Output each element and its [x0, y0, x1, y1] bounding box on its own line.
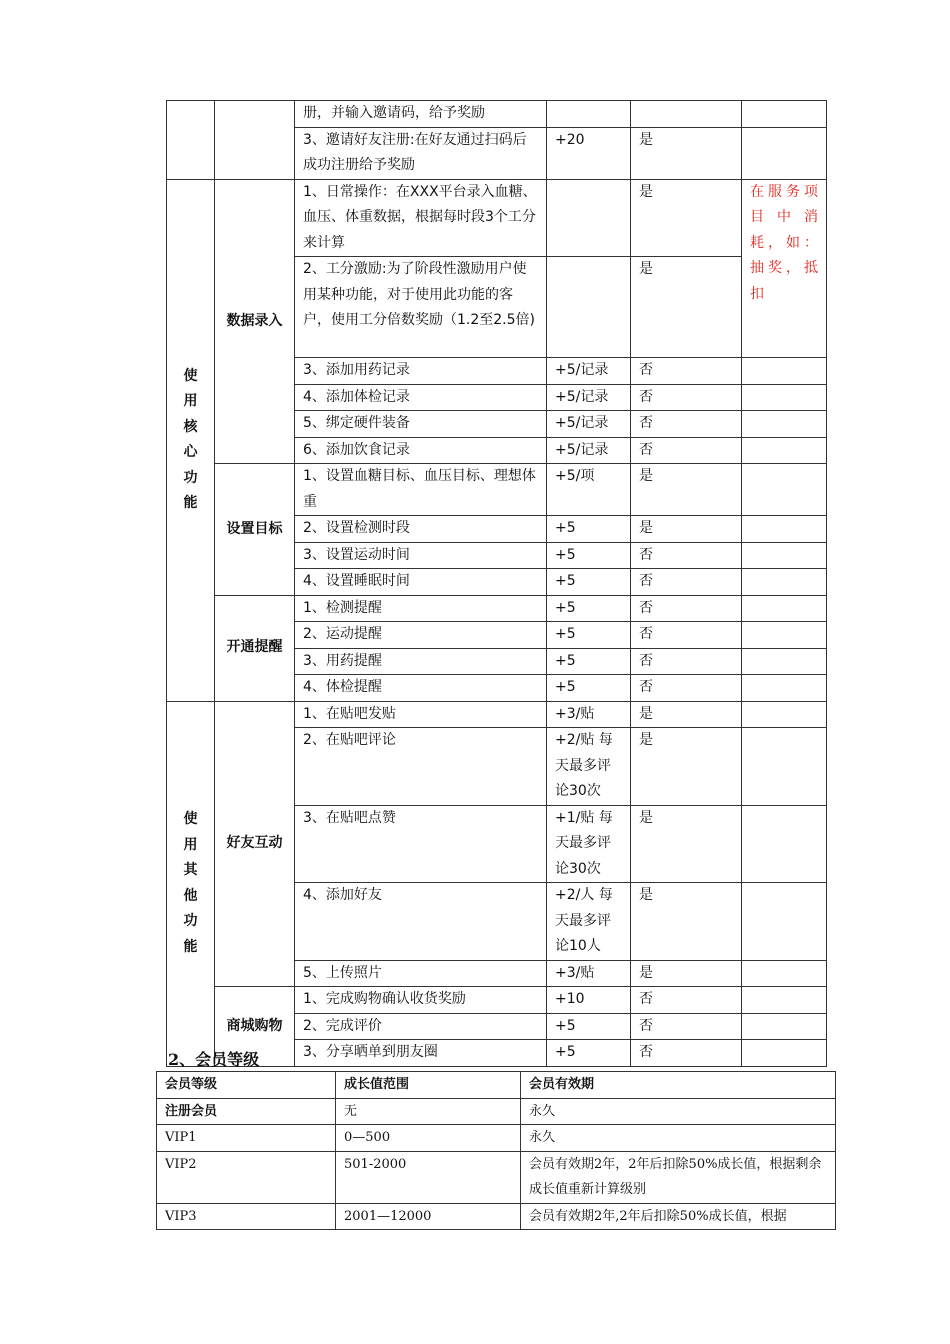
item-points: +2/贴 每天最多评论30次 — [547, 728, 631, 806]
item-points: +5 — [547, 542, 631, 569]
item-points: +5 — [547, 1013, 631, 1040]
item-points: +5/记录 — [547, 437, 631, 464]
item-daily: 是 — [631, 257, 742, 358]
item-use — [742, 542, 827, 569]
item-daily: 否 — [631, 569, 742, 596]
item-use — [742, 384, 827, 411]
item-use — [742, 1040, 827, 1067]
item-desc: 3、分享晒单到朋友圈 — [295, 1040, 547, 1067]
cell-range: 2001—12000 — [336, 1203, 521, 1230]
cell-level: VIP1 — [157, 1125, 336, 1152]
item-daily: 是 — [631, 805, 742, 883]
item-desc: 1、完成购物确认收货奖励 — [295, 987, 547, 1014]
subgroup-cell: 商城购物 — [215, 987, 295, 1067]
subgroup-cell: 设置目标 — [215, 464, 295, 596]
item-daily: 是 — [631, 701, 742, 728]
item-points: +5 — [547, 569, 631, 596]
item-points: +5 — [547, 595, 631, 622]
member-level-table — [156, 1071, 836, 1230]
item-daily: 否 — [631, 987, 742, 1014]
item-desc: 3、在贴吧点赞 — [295, 805, 547, 883]
cell-range: 501-2000 — [336, 1151, 521, 1203]
table-row — [167, 179, 827, 257]
item-use — [742, 960, 827, 987]
item-daily: 是 — [631, 464, 742, 516]
item-desc: 2、运动提醒 — [295, 622, 547, 649]
cell-validity: 会员有效期2年，2年后扣除50%成长值，根据剩余成长值重新计算级别 — [521, 1151, 836, 1203]
item-desc: 3、用药提醒 — [295, 648, 547, 675]
item-use — [742, 622, 827, 649]
item-desc: 4、体检提醒 — [295, 675, 547, 702]
item-points: +20 — [547, 127, 631, 179]
item-daily: 否 — [631, 384, 742, 411]
cell-validity: 会员有效期2年,2年后扣除50%成长值，根据 — [521, 1203, 836, 1230]
table-row — [167, 987, 827, 1014]
column-header: 成长值范围 — [336, 1072, 521, 1099]
item-daily: 否 — [631, 437, 742, 464]
category-cell — [167, 101, 215, 180]
column-header: 会员等级 — [157, 1072, 336, 1099]
item-use — [742, 437, 827, 464]
item-desc: 3、设置运动时间 — [295, 542, 547, 569]
item-points: +5 — [547, 675, 631, 702]
item-daily: 否 — [631, 411, 742, 438]
item-use — [742, 516, 827, 543]
item-points: +10 — [547, 987, 631, 1014]
item-points: +3/贴 — [547, 960, 631, 987]
item-points — [547, 257, 631, 358]
item-daily: 否 — [631, 358, 742, 385]
item-desc: 6、添加饮食记录 — [295, 437, 547, 464]
item-daily: 是 — [631, 179, 742, 257]
item-desc: 1、设置血糖目标、血压目标、理想体重 — [295, 464, 547, 516]
item-use — [742, 358, 827, 385]
cell-validity: 永久 — [521, 1125, 836, 1152]
item-daily: 否 — [631, 675, 742, 702]
item-points: +5/记录 — [547, 384, 631, 411]
item-daily: 否 — [631, 1013, 742, 1040]
item-daily: 否 — [631, 595, 742, 622]
table-row — [157, 1203, 836, 1230]
item-daily: 是 — [631, 883, 742, 961]
cell-level: VIP3 — [157, 1203, 336, 1230]
item-points: +5 — [547, 648, 631, 675]
item-desc: 1、检测提醒 — [295, 595, 547, 622]
item-daily: 是 — [631, 127, 742, 179]
item-use — [742, 569, 827, 596]
subgroup-cell — [215, 101, 295, 180]
category-cell: 使用核心功能 — [167, 179, 215, 701]
item-desc: 册，并输入邀请码，给予奖励 — [295, 101, 547, 128]
item-desc: 2、完成评价 — [295, 1013, 547, 1040]
item-points: +2/人 每天最多评论10人 — [547, 883, 631, 961]
item-desc: 3、邀请好友注册:在好友通过扫码后成功注册给予奖励 — [295, 127, 547, 179]
item-desc: 2、工分激励:为了阶段性激励用户使用某种功能，对于使用此功能的客户，使用工分倍数奖励（1.2至2.5倍) — [295, 257, 547, 358]
item-daily: 是 — [631, 960, 742, 987]
cell-range: 0—500 — [336, 1125, 521, 1152]
item-desc: 4、设置睡眠时间 — [295, 569, 547, 596]
item-use — [742, 701, 827, 728]
section-title: 2、会员等级 — [168, 1050, 260, 1069]
item-daily: 是 — [631, 516, 742, 543]
cell-validity: 永久 — [521, 1098, 836, 1125]
cell-range: 无 — [336, 1098, 521, 1125]
item-points — [547, 101, 631, 128]
item-points: +5 — [547, 516, 631, 543]
item-points: +5 — [547, 622, 631, 649]
item-daily: 否 — [631, 542, 742, 569]
use-note: 在服务项目中消耗，如：抽奖，抵扣 — [742, 179, 827, 358]
item-desc: 5、上传照片 — [295, 960, 547, 987]
category-cell: 使用其他功能 — [167, 701, 215, 1066]
item-use — [742, 595, 827, 622]
item-use — [742, 1013, 827, 1040]
header-row — [157, 1072, 836, 1099]
item-daily — [631, 101, 742, 128]
table-row — [167, 595, 827, 622]
item-use — [742, 883, 827, 961]
item-points: +5/记录 — [547, 358, 631, 385]
item-desc: 4、添加体检记录 — [295, 384, 547, 411]
item-use — [742, 728, 827, 806]
item-daily: 否 — [631, 1040, 742, 1067]
item-desc: 2、设置检测时段 — [295, 516, 547, 543]
item-use — [742, 411, 827, 438]
item-desc: 5、绑定硬件装备 — [295, 411, 547, 438]
item-desc: 4、添加好友 — [295, 883, 547, 961]
table-row — [157, 1151, 836, 1203]
item-points: +5 — [547, 1040, 631, 1067]
subgroup-cell: 好友互动 — [215, 701, 295, 987]
table-row — [167, 101, 827, 128]
table-row — [157, 1125, 836, 1152]
item-use — [742, 127, 827, 179]
item-desc: 1、在贴吧发贴 — [295, 701, 547, 728]
item-desc: 2、在贴吧评论 — [295, 728, 547, 806]
item-use — [742, 648, 827, 675]
table-row — [157, 1098, 836, 1125]
item-points: +3/贴 — [547, 701, 631, 728]
column-header: 会员有效期 — [521, 1072, 836, 1099]
table-row — [167, 464, 827, 516]
cell-level: VIP2 — [157, 1151, 336, 1203]
points-rules-table — [166, 100, 827, 1067]
item-use — [742, 675, 827, 702]
item-points: +5/记录 — [547, 411, 631, 438]
table-row — [167, 701, 827, 728]
item-daily: 是 — [631, 728, 742, 806]
subgroup-cell: 数据录入 — [215, 179, 295, 464]
subgroup-cell: 开通提醒 — [215, 595, 295, 701]
item-points — [547, 179, 631, 257]
item-daily: 否 — [631, 622, 742, 649]
item-use — [742, 464, 827, 516]
item-use — [742, 987, 827, 1014]
item-desc: 3、添加用药记录 — [295, 358, 547, 385]
item-use — [742, 101, 827, 128]
item-desc: 1、日常操作：在XXX平台录入血糖、血压、体重数据，根据每时段3个工分来计算 — [295, 179, 547, 257]
item-use — [742, 805, 827, 883]
item-points: +1/贴 每天最多评论30次 — [547, 805, 631, 883]
item-daily: 否 — [631, 648, 742, 675]
item-points: +5/项 — [547, 464, 631, 516]
cell-level: 注册会员 — [157, 1098, 336, 1125]
